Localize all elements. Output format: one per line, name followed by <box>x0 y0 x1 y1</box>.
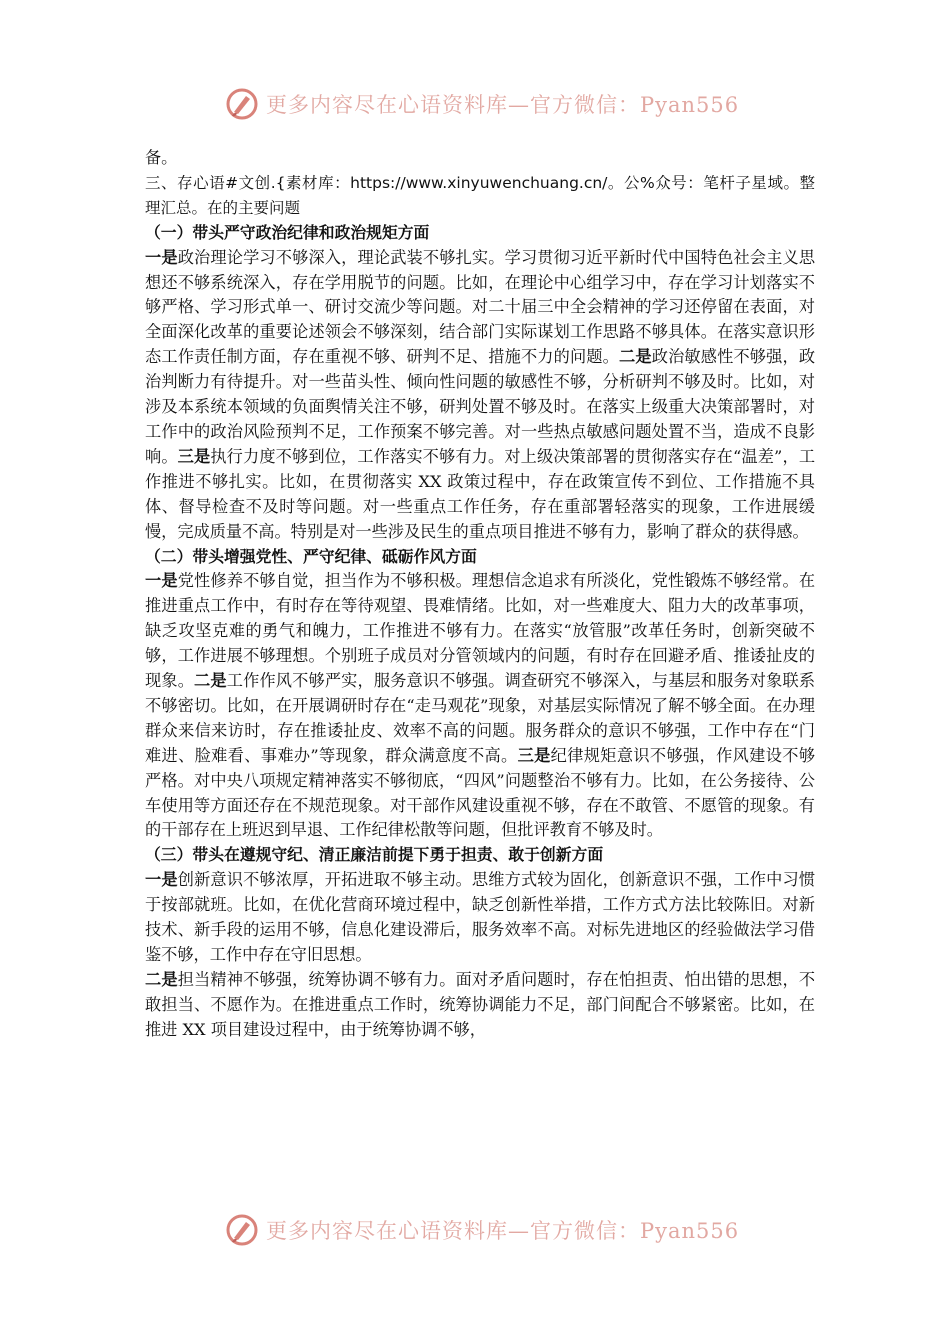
subsection-2-heading: （二）带头增强党性、严守纪律、砥砺作风方面 <box>145 546 477 566</box>
point-label: 一是 <box>145 571 178 591</box>
subsection-1-heading: （一）带头严守政治纪律和政治规矩方面 <box>145 222 430 242</box>
subsection-1-paragraph <box>145 246 815 545</box>
brush-logo-icon <box>224 1212 260 1248</box>
watermark-text: 更多内容尽在心语资料库—官方微信：Pyan556 <box>266 1219 740 1243</box>
section-title: 三、存心语#文创.{素材库：https://www.xinyuwenchuang.cn/。公%众号：笔杆子星域。整理汇总。在的主要问题 <box>145 173 815 217</box>
previous-line-end: 备。 <box>145 148 178 167</box>
point-label: 二是 <box>194 671 227 691</box>
subsection-3-heading: （三）带头在遵规守纪、清正廉洁前提下勇于担责、敢于创新方面 <box>145 845 604 865</box>
point-label: 一是 <box>145 247 178 267</box>
point-label: 二是 <box>145 969 178 989</box>
point-label: 一是 <box>145 870 178 890</box>
subsection-3-paragraph-1 <box>145 868 815 968</box>
point-text: 政治理论学习不够深入，理论武装不够扎实。学习贯彻习近平新时代中国特色社会主义思想还不够系统深入，存在学用脱节的问题。比如，在理论中心组学习中，存在学习计划落实不够严格、学习形式单一、研讨交流少等问题。对二十届三中全会精神的学习还停留在表面，对全面深化改革的重要论述领会不够深刻，结合部门实际谋划工作思路不够具体。在落实意识形态工作责任制方面，存在重视不够、研判不足、措施不力的问题。 <box>145 247 816 367</box>
point-label: 二是 <box>619 347 652 367</box>
point-text: 担当精神不够强，统筹协调不够有力。面对矛盾问题时，存在怕担责、怕出错的思想，不敢担当、不愿作为。在推进重点工作时，统筹协调能力不足，部门间配合不够紧密。比如，在推进 XX 项目建设过程中，由于统筹协调不够， <box>145 969 816 1039</box>
point-text: 党性修养不够自觉，担当作为不够积极。理想信念追求有所淡化，党性锻炼不够经常。在推进重点工作中，有时存在等待观望、畏难情绪。比如，对一些难度大、阻力大的改革事项，缺乏攻坚克难的勇气和魄力，工作推进不够有力。在落实“放管服”改革任务时，创新突破不够，工作进展不够理想。个别班子成员对分管领域内的问题，有时存在回避矛盾、推诿扯皮的现象。 <box>145 571 816 691</box>
point-label: 三是 <box>517 745 551 765</box>
watermark-banner-top <box>224 82 744 126</box>
watermark-text: 更多内容尽在心语资料库—官方微信：Pyan556 <box>266 93 740 117</box>
watermark-banner-bottom <box>224 1208 744 1252</box>
document-body <box>145 146 815 1043</box>
point-text: 创新意识不够浓厚，开拓进取不够主动。思维方式较为固化，创新意识不强，工作中习惯于按部就班。比如，在优化营商环境过程中，缺乏创新性举措，工作方式方法比较陈旧。对新技术、新手段的运用不够，信息化建设滞后，服务效率不高。对标先进地区的经验做法学习借鉴不够，工作中存在守旧思想。 <box>145 870 816 964</box>
point-text: 工作作风不够严实，服务意识不够强。调查研究不够深入，与基层和服务对象联系不够密切。比如，在开展调研时存在“走马观花”现象，对基层实际情况了解不够全面。在办理群众来信来访时，存在推诿扯皮、效率不高的问题。服务群众的意识不够强，工作中存在“门难进、脸难看、事难办”等现象，群众满意度不高。 <box>145 671 816 765</box>
subsection-3-paragraph-2 <box>145 968 815 1043</box>
point-label: 三是 <box>177 446 211 466</box>
point-text: 执行力度不够到位，工作落实不够有力。对上级决策部署的贯彻落实存在“温差”，工作推进不够扎实。比如，在贯彻落实 XX 政策过程中，存在政策宣传不到位、工作措施不具体、督导检查不及时等问题。对一些重点工作任务，存在重部署轻落实的现象，工作进展缓慢，完成质量不高。特别是对一些涉及民生的重点项目推进不够有力，影响了群众的获得感。 <box>145 446 816 541</box>
brush-logo-icon <box>224 86 260 122</box>
point-text: 政治敏感性不够强，政治判断力有待提升。对一些苗头性、倾向性问题的敏感性不够，分析研判不够及时。比如，对涉及本系统本领域的负面舆情关注不够，研判处置不够及时。在落实上级重大决策部署时，对工作中的政治风险预判不足，工作预案不够完善。对一些热点敏感问题处置不当，造成不良影响。 <box>145 347 816 466</box>
subsection-2-paragraph <box>145 569 815 843</box>
point-text: 纪律规矩意识不够强，作风建设不够严格。对中央八项规定精神落实不够彻底，“四风”问题整治不够有力。比如，在公务接待、公车使用等方面还存在不规范现象。对干部作风建设重视不够，存在不敢管、不愿管的现象。有的干部存在上班迟到早退、工作纪律松散等问题，但批评教育不够及时。 <box>145 745 816 840</box>
